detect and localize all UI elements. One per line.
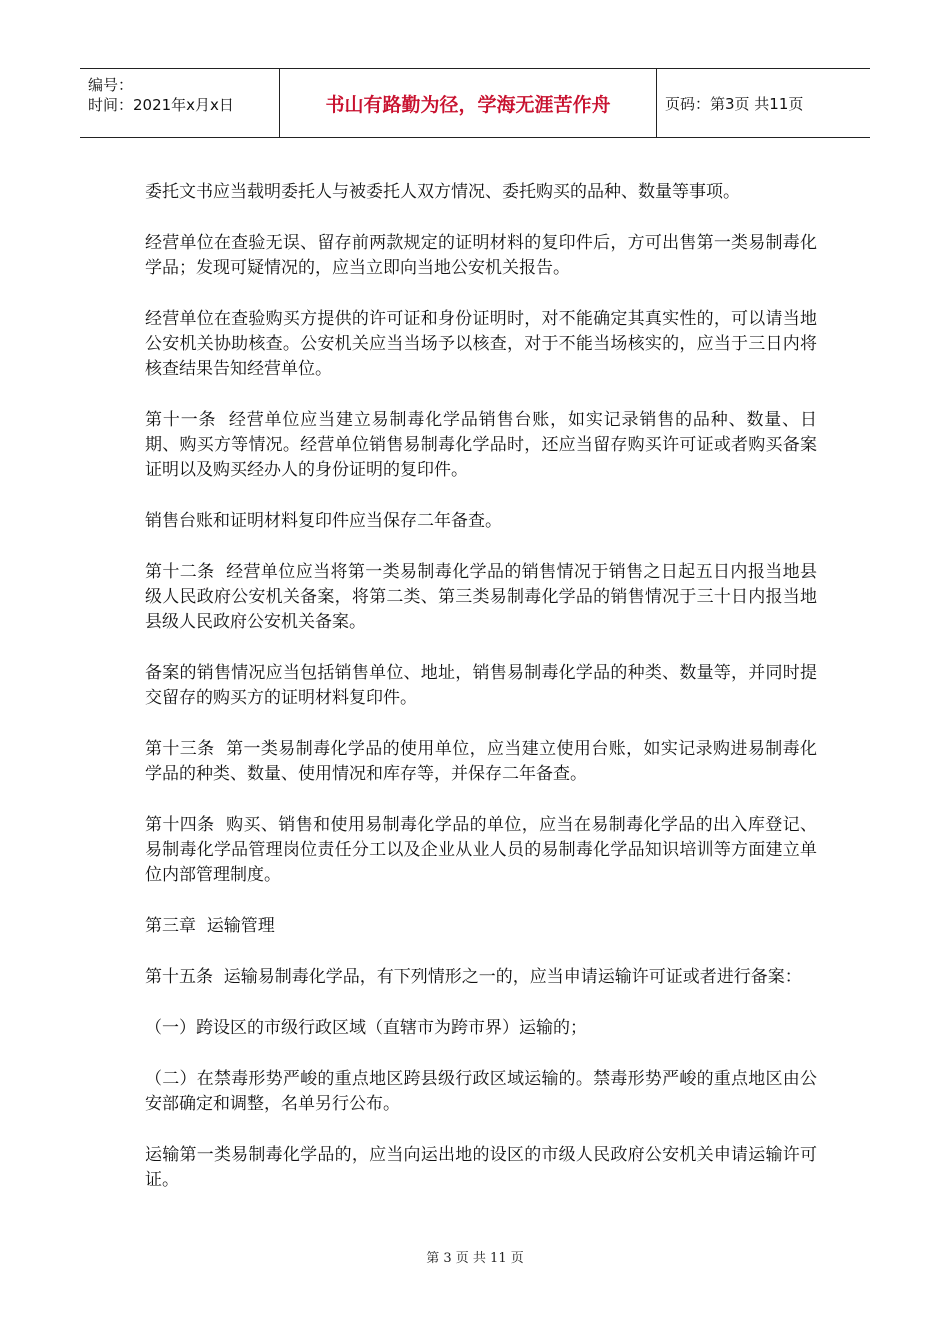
- document-time-label: 时间：2021年x月x日: [88, 96, 234, 114]
- paragraph: 委托文书应当载明委托人与被委托人双方情况、委托购买的品种、数量等事项。: [145, 182, 740, 202]
- chapter-heading: 第三章 运输管理: [145, 916, 275, 936]
- header-motto: 书山有路勤为径，学海无涯苦作舟: [280, 69, 657, 137]
- paragraph: 备案的销售情况应当包括销售单位、地址，销售易制毒化学品的种类、数量等，并同时提交留存的购买方的证明材料复印件。: [145, 663, 817, 708]
- header-page-info: 页码：第3页 共11页: [665, 94, 804, 113]
- paragraph: 经营单位在查验购买方提供的许可证和身份证明时，对不能确定其真实性的，可以请当地公安机关协助核查。公安机关应当当场予以核查，对于不能当场核实的，应当于三日内将核查结果告知经营单位。: [145, 309, 817, 379]
- document-number-label: 编号：: [88, 76, 134, 94]
- paragraph: 运输第一类易制毒化学品的，应当向运出地的设区的市级人民政府公安机关申请运输许可证。: [145, 1145, 817, 1190]
- document-body: [145, 180, 817, 1219]
- article-14: 第十四条 购买、销售和使用易制毒化学品的单位，应当在易制毒化学品的出入库登记、易制毒化学品管理岗位责任分工以及企业从业人员的易制毒化学品知识培训等方面建立单位内部管理制度。: [145, 815, 817, 885]
- list-item: （二）在禁毒形势严峻的重点地区跨县级行政区域运输的。禁毒形势严峻的重点地区由公安部确定和调整，名单另行公布。: [145, 1069, 817, 1114]
- article-12: 第十二条 经营单位应当将第一类易制毒化学品的销售情况于销售之日起五日内报当地县级人民政府公安机关备案，将第二类、第三类易制毒化学品的销售情况于三十日内报当地县级人民政府公安机关备案。: [145, 562, 817, 632]
- header-meta: [80, 69, 280, 137]
- article-11: 第十一条 经营单位应当建立易制毒化学品销售台账，如实记录销售的品种、数量、日期、购买方等情况。经营单位销售易制毒化学品时，还应当留存购买许可证或者购买备案证明以及购买经办人的身份证明的复印件。: [145, 410, 817, 480]
- list-item: （一）跨设区的市级行政区域（直辖市为跨市界）运输的；: [145, 1018, 587, 1038]
- article-13: 第十三条 第一类易制毒化学品的使用单位，应当建立使用台账，如实记录购进易制毒化学品的种类、数量、使用情况和库存等，并保存二年备查。: [145, 739, 817, 784]
- article-15: 第十五条 运输易制毒化学品，有下列情形之一的，应当申请运输许可证或者进行备案：: [145, 967, 802, 987]
- paragraph: 销售台账和证明材料复印件应当保存二年备查。: [145, 511, 502, 531]
- page-footer: 第 3 页 共 11 页: [426, 1251, 524, 1266]
- paragraph: 经营单位在查验无误、留存前两款规定的证明材料的复印件后，方可出售第一类易制毒化学品；发现可疑情况的，应当立即向当地公安机关报告。: [145, 233, 817, 278]
- page-header: [80, 68, 870, 138]
